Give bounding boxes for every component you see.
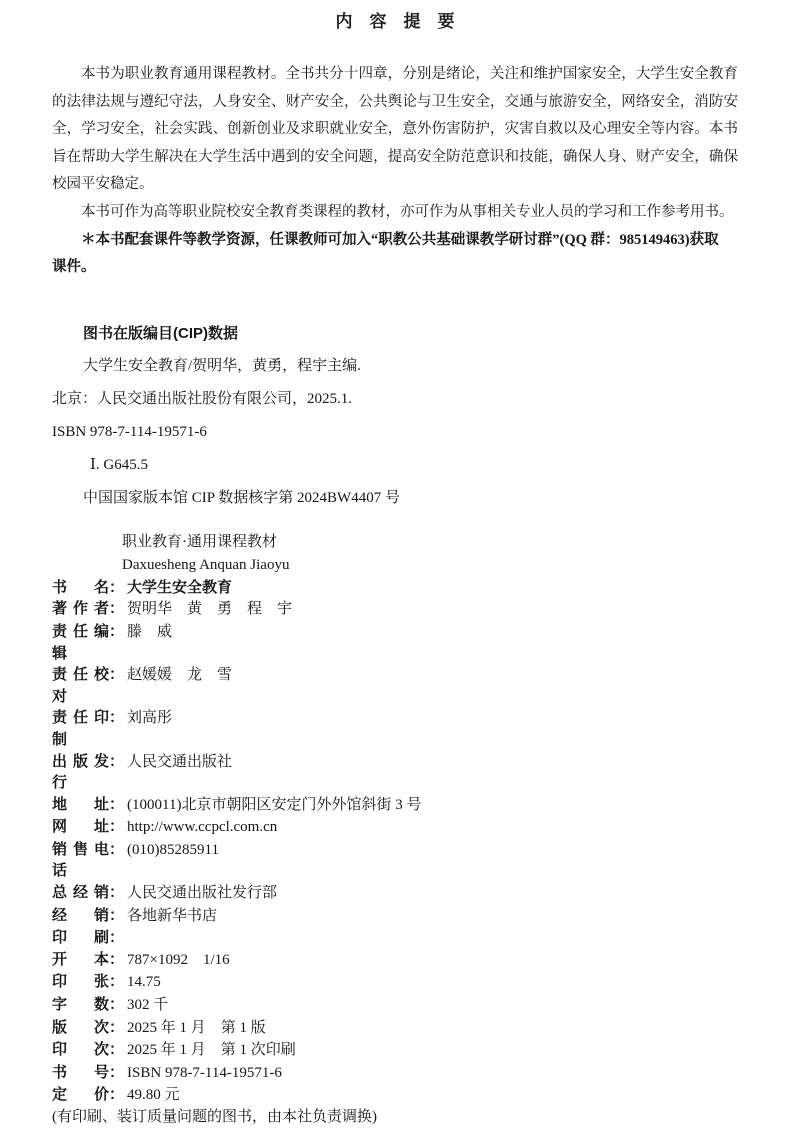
colophon-row-website [52,816,738,839]
colophon-value: 2025 年 1 月 第 1 版 [127,1019,266,1036]
colophon-row-authors [52,598,738,621]
colophon-colon: ： [109,929,125,947]
courseware-note-line-2: 课件。 [52,259,96,276]
colophon-value: 302 千 [127,997,169,1014]
colophon-value: 赵媛媛 龙 雪 [127,667,233,684]
colophon-row-sales-phone [52,839,738,882]
colophon-label: 著作者 [52,600,109,618]
colophon-label: 书名 [52,578,109,596]
colophon-row-print-supervisor [52,707,738,750]
colophon-colon: ： [109,752,125,770]
colophon-row-impression [52,1039,738,1062]
colophon-label: 地址 [52,795,109,813]
colophon-row-book-number [52,1062,738,1085]
colophon-value: 14.75 [127,974,161,991]
colophon-row-distributor [52,905,738,928]
cip-header: 图书在版编目(CIP)数据 [83,324,238,342]
cip-publisher-line: 北京：人民交通出版社股份有限公司，2025.1. [52,390,353,407]
colophon-colon: ： [109,600,125,618]
colophon-label: 印刷 [52,929,109,947]
colophon-colon: ： [109,996,125,1014]
colophon-value: http://www.ccpcl.com.cn [127,819,278,836]
colophon-value: (010)85285911 [127,841,219,858]
colophon-label: 定价 [52,1086,109,1104]
colophon-colon: ： [109,795,125,813]
cip-isbn-line: ISBN 978-7-114-19571-6 [52,423,207,440]
colophon-label: 开本 [52,950,109,968]
colophon-row-address [52,794,738,817]
colophon-colon: ： [109,666,125,684]
cip-classification-line: Ⅰ. G645.5 [90,456,149,473]
colophon-colon: ： [109,973,125,991]
cip-data-block [52,317,738,515]
cip-record-number-line: 中国国家版本馆 CIP 数据核字第 2024BW4407 号 [83,489,400,506]
colophon-value: 49.80 元 [127,1087,180,1104]
colophon-value: 大学生安全教育 [127,578,233,596]
colophon-label: 责任校对 [52,666,109,705]
colophon-row-editor [52,621,738,664]
colophon-label: 书号 [52,1063,109,1081]
colophon-colon: ： [109,906,125,924]
colophon-row-proofreaders [52,664,738,707]
colophon-label: 责任编辑 [52,622,109,662]
colophon-colon: ： [109,622,125,640]
colophon-value: 人民交通出版社 [127,753,233,770]
colophon-value: 刘高彤 [127,710,173,727]
colophon-value: (100011)北京市朝阳区安定门外外馆斜街 3 号 [127,796,422,813]
colophon-value: 人民交通出版社发行部 [127,885,278,902]
colophon-label: 网址 [52,818,109,836]
colophon-row-printer [52,927,738,949]
colophon-value: 787×1092 1/16 [127,951,230,968]
colophon-colon: ： [109,1041,125,1059]
colophon-label: 出版发行 [52,752,109,792]
courseware-note-line-1: ＊本书配套课件等教学资源，任课教师可加入“职教公共基础课教学研讨群”(QQ 群：985149463)获取 [81,231,719,248]
colophon-label: 字数 [52,996,109,1014]
colophon-row-edition [52,1017,738,1040]
colophon-row-printed-sheets [52,971,738,994]
colophon-colon: ： [109,818,125,836]
colophon-value: 滕 威 [127,623,173,640]
content-summary-section [52,61,738,282]
colophon-row-format [52,949,738,972]
colophon-row-book-title [52,577,738,599]
summary-paragraph-2: 本书可作为高等职业院校安全教育类课程的教材，亦可作为从事相关专业人员的学习和工作参考用书。 [81,203,734,220]
colophon-label: 印张 [52,973,109,991]
pinyin-title: Daxuesheng Anquan Jiaoyu [122,556,290,573]
colophon-label: 印次 [52,1041,109,1059]
series-name: 职业教育·通用课程教材 [122,533,277,550]
colophon-row-price [52,1084,738,1107]
colophon-label: 总经销 [52,884,109,902]
colophon-label: 版次 [52,1018,109,1036]
colophon-colon: ： [109,578,125,596]
colophon-block [52,531,738,1129]
colophon-value: ISBN 978-7-114-19571-6 [127,1064,282,1081]
colophon-row-publisher [52,751,738,794]
colophon-colon: ： [109,950,125,968]
colophon-label: 经销 [52,906,109,924]
courseware-note [52,227,738,282]
page-title: 内 容 提 要 [335,12,455,31]
colophon-colon: ： [109,884,125,902]
colophon-colon: ： [109,709,125,727]
colophon-value: 2025 年 1 月 第 1 次印刷 [127,1042,296,1059]
replacement-notice: (有印刷、装订质量问题的图书，由本社负责调换) [52,1109,377,1125]
colophon-colon: ： [109,1018,125,1036]
colophon-value: 贺明华 黄 勇 程 宇 [127,601,293,618]
colophon-label: 销售电话 [52,840,109,880]
summary-paragraph-1: 本书为职业教育通用课程教材。全书共分十四章，分别是绪论，关注和维护国家安全，大学生安全教育的法律法规与遵纪守法，人身安全、财产安全，公共舆论与卫生安全，交通与旅游安全，网络安全，消防安全，学习安全，社会实践、创新创业及求职就业安全，意外伤害防护，灾害自救以及心理安全等内容。本书旨在帮助大学生解决在大学生活中遇到的安全问题，提高安全防范意识和技能，确保人身、财产安全，确保校园平安稳定。 [52,66,738,193]
colophon-row-general-distributor [52,882,738,905]
colophon-value: 各地新华书店 [127,907,218,924]
colophon-row-word-count [52,994,738,1017]
colophon-colon: ： [109,1063,125,1081]
colophon-label: 责任印制 [52,709,109,748]
cip-entry-line: 大学生安全教育/贺明华，黄勇，程宇主编. [83,357,361,374]
colophon-colon: ： [109,840,125,858]
colophon-colon: ： [109,1086,125,1104]
